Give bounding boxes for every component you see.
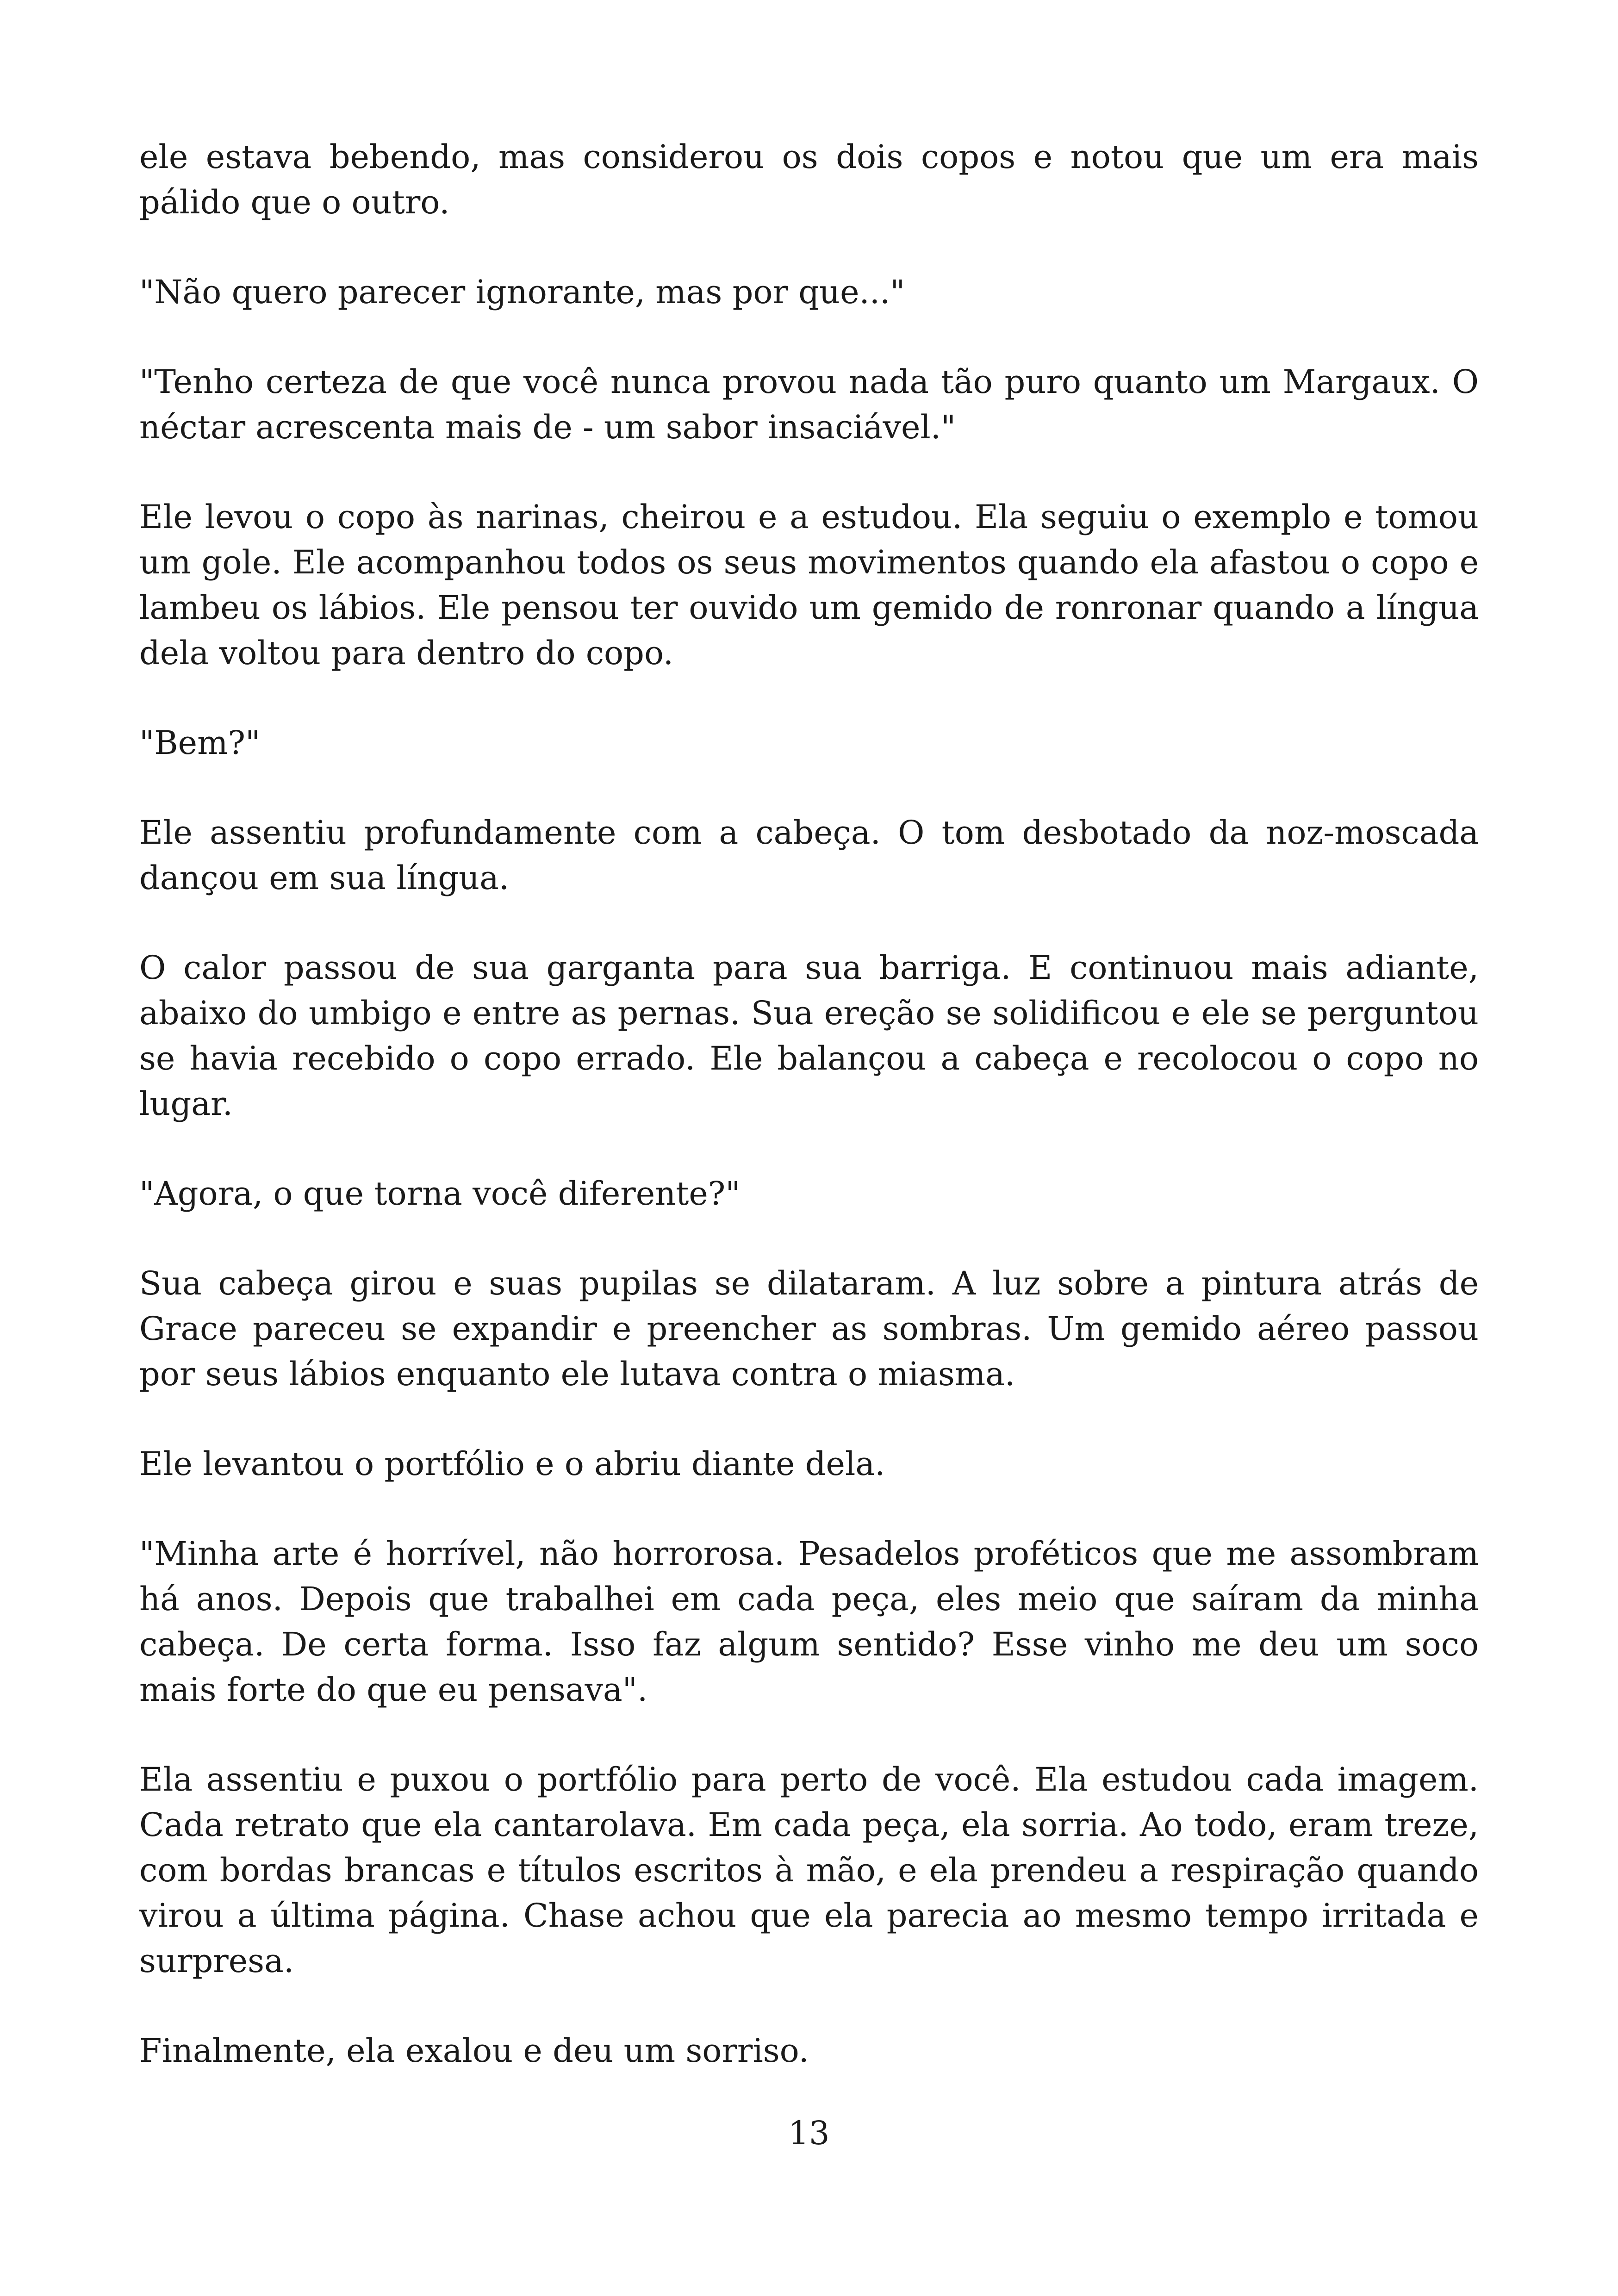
paragraph: "Tenho certeza de que você nunca provou nada tão puro quanto um Margaux. O néctar acrescenta mais de - um sabor insaciável." — [139, 363, 1479, 446]
paragraph: Ela assentiu e puxou o portfólio para perto de você. Ela estudou cada imagem. Cada retrato que ela cantarolava. Em cada peça, ela sorria. Ao todo, eram treze, com bordas brancas e títulos escritos à mão, e ela prendeu a respiração quando virou a última página. Chase achou que ela parecia ao mesmo tempo irritada e surpresa. — [139, 1761, 1479, 1980]
paragraph: "Não quero parecer ignorante, mas por que..." — [139, 273, 905, 311]
paragraph: ele estava bebendo, mas considerou os dois copos e notou que um era mais pálido que o outro. — [139, 138, 1479, 221]
paragraph: Finalmente, ela exalou e deu um sorriso. — [139, 2032, 809, 2070]
paragraph: Sua cabeça girou e suas pupilas se dilataram. A luz sobre a pintura atrás de Grace pareceu se expandir e preencher as sombras. Um gemido aéreo passou por seus lábios enquanto ele lutava contra o miasma. — [139, 1264, 1479, 1393]
paragraph: Ele assentiu profundamente com a cabeça. O tom desbotado da noz-moscada dançou em sua língua. — [139, 814, 1479, 897]
paragraph: O calor passou de sua garganta para sua barriga. E continuou mais adiante, abaixo do umbigo e entre as pernas. Sua ereção se solidificou e ele se perguntou se havia recebido o copo errado. Ele balançou a cabeça e recolocou o copo no lugar. — [139, 949, 1479, 1123]
paragraph: Ele levou o copo às narinas, cheirou e a estudou. Ela seguiu o exemplo e tomou um gole. Ele acompanhou todos os seus movimentos quando ela afastou o copo e lambeu os lábios. Ele pensou ter ouvido um gemido de ronronar quando a língua dela voltou para dentro do copo. — [139, 498, 1479, 672]
paragraph: "Agora, o que torna você diferente?" — [139, 1175, 741, 1213]
body-text — [139, 134, 1479, 2118]
paragraph: "Bem?" — [139, 724, 261, 762]
page-number: 13 — [788, 2114, 830, 2152]
paragraph: Ele levantou o portfólio e o abriu diante dela. — [139, 1445, 885, 1483]
paragraph: "Minha arte é horrível, não horrorosa. Pesadelos proféticos que me assombram há anos. Depois que trabalhei em cada peça, eles meio que saíram da minha cabeça. De certa forma. Isso faz algum sentido? Esse vinho me deu um soco mais forte do que eu pensava". — [139, 1535, 1479, 1709]
